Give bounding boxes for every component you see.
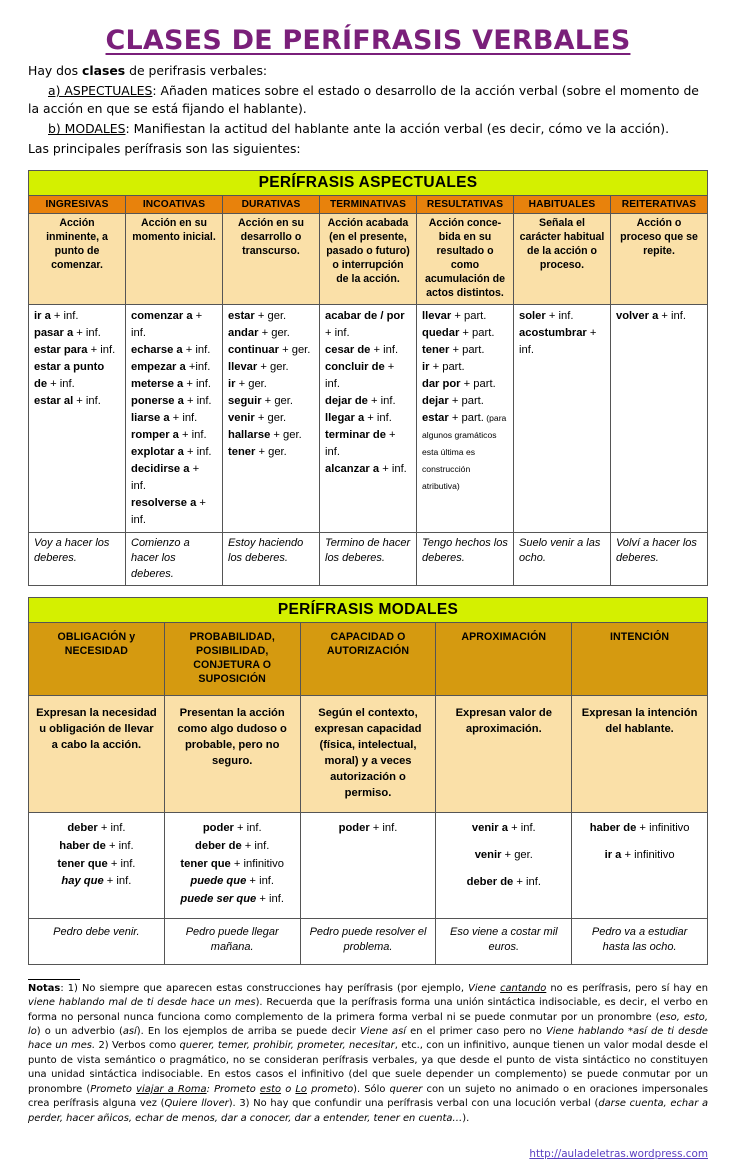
verb-form-head: andar — [228, 326, 259, 339]
column-description-resultativas: Acción conce-bida en su resultado o como acumulación de actos distintos. — [417, 213, 514, 304]
column-forms-reiterativas — [611, 304, 708, 532]
notes-fragment: eso, esto, lo — [28, 1011, 708, 1037]
column-description-durativas: Acción en su desarrollo o transcurso. — [223, 213, 320, 304]
notes-fragment: no es perífrasis, pero sí hay en — [546, 982, 708, 994]
column-example-probabilidad-posibilidad-conjetura-o-suposicion: Pedro puede llegar mañana. — [164, 918, 300, 964]
column-example-incoativas: Comienzo a hacer los deberes. — [126, 532, 223, 585]
notes-fragment: viene hablando mal de ti desde hace un mes — [28, 997, 256, 1009]
verb-form — [34, 838, 159, 856]
verb-form-head: hay que — [61, 875, 104, 888]
notes-fragment: viajar a Roma — [136, 1083, 207, 1095]
verb-form-complement: + inf. — [233, 822, 262, 835]
column-header-resultativas: RESULTATIVAS — [417, 195, 514, 213]
verb-form — [306, 820, 431, 838]
verb-form — [131, 495, 217, 529]
verb-form — [228, 342, 314, 359]
verb-form — [131, 427, 217, 444]
table-forms-row — [29, 813, 708, 918]
verb-form-head: quedar — [422, 326, 460, 339]
verb-form — [325, 461, 411, 478]
verb-form — [34, 308, 120, 325]
verb-form-complement: + part. — [448, 411, 484, 424]
verb-form-complement: +inf. — [185, 360, 211, 373]
verb-form-head: pasar a — [34, 326, 74, 339]
verb-form-head: tener que — [180, 857, 231, 870]
notes-fragment: ). Sólo — [353, 1083, 390, 1095]
verb-form-head: ir — [422, 360, 430, 373]
verb-form-complement: + inf. — [131, 309, 203, 339]
notes-fragment: , etc., con un infinitivo, aunque tienen un valor modal desde el punto de vista semántico o pragmático, no se consideran perífrasis verbales, ya que desde el punto de vista sintáctico no constituyen una unidad sintáctica indisociable. En estos casos el infinitivo (del que suele depender un complemento) se puede conmutar por un pronombre ( — [28, 1040, 708, 1095]
column-description-reiterativas: Acción o proceso que se repite. — [611, 213, 708, 304]
verb-form — [519, 325, 605, 359]
spacer — [577, 838, 702, 847]
verb-form — [34, 820, 159, 838]
notes-fragment: darse cuenta, echar a perder, hacer añicos, echar de menos, dar a conocer, dar a entender, tener en cuenta… — [28, 1098, 708, 1124]
intro-label-aspectuales: a) ASPECTUALES — [48, 82, 153, 98]
verb-form-head: llevar — [422, 309, 452, 322]
verb-form — [34, 856, 159, 874]
column-example-ingresivas: Voy a hacer los deberes. — [29, 532, 126, 585]
verb-form-complement: + inf. — [131, 462, 200, 492]
verb-form-head: concluir de — [325, 360, 385, 373]
column-forms-durativas — [223, 304, 320, 532]
column-example-intencion: Pedro va a estudiar hasta las ocho. — [572, 918, 708, 964]
verb-form — [422, 376, 508, 393]
verb-form-head: resolverse a — [131, 496, 197, 509]
verb-form-head: echarse a — [131, 343, 183, 356]
verb-form — [131, 444, 217, 461]
verb-form-complement: + ger. — [257, 360, 289, 373]
verb-form-head: comenzar a — [131, 309, 193, 322]
notes-fragment: ) o un adverbio ( — [36, 1025, 123, 1037]
verb-form-head: empezar a — [131, 360, 186, 373]
verb-form-complement: + inf. — [367, 394, 396, 407]
verb-form-complement: + inf. — [183, 377, 211, 390]
verb-form-complement: + inf. — [107, 857, 136, 870]
verb-form — [170, 838, 295, 856]
column-example-resultativas: Tengo hechos los deberes. — [417, 532, 514, 585]
verb-form — [325, 427, 411, 461]
notes-fragment: querer, temer, prohibir, prometer, necesitar — [179, 1040, 395, 1052]
intro-line-1-bold: clases — [82, 62, 126, 78]
notes-fragment: querer — [389, 1083, 423, 1095]
verb-form-head: poder — [338, 822, 370, 835]
notes-fragment: Viene — [468, 982, 501, 994]
notes-fragment: en el primer caso pero no — [406, 1025, 546, 1037]
column-example-aproximacion: Eso viene a costar mil euros. — [436, 918, 572, 964]
verb-form-head: acostumbrar — [519, 326, 587, 339]
table-band-row — [29, 598, 708, 623]
verb-form-complement: + inf. — [183, 394, 212, 407]
verb-form-complement: + inf. — [178, 428, 207, 441]
verb-form-head: acabar de / por — [325, 309, 405, 322]
verb-form-complement: + inf. — [325, 428, 396, 458]
verb-form — [228, 308, 314, 325]
notes-fragment: con un sujeto no animado o en oraciones impersonales crea perífrasis alguna vez ( — [28, 1083, 708, 1110]
verb-form — [131, 376, 217, 393]
notes-fragment: : Prometo — [206, 1083, 260, 1095]
verb-form — [422, 325, 508, 342]
verb-form-head: ir a — [604, 849, 622, 862]
verb-form — [422, 410, 508, 495]
verb-form-head: ir a — [34, 309, 51, 322]
verb-form — [34, 393, 120, 410]
verb-form-head: estar para — [34, 343, 88, 356]
notes-fragment: prometo — [306, 1083, 354, 1095]
table-examples-row — [29, 918, 708, 964]
verb-form-head: deber — [67, 822, 98, 835]
spacer — [441, 838, 566, 847]
verb-form — [131, 308, 217, 342]
table-header-row — [29, 623, 708, 696]
spacer — [441, 865, 566, 874]
verb-form — [441, 847, 566, 865]
column-forms-ingresivas — [29, 304, 126, 532]
verb-form-head: dejar — [422, 394, 449, 407]
column-example-terminativas: Termino de hacer los deberes. — [320, 532, 417, 585]
intro-line-4: Las principales perífrasis son las siguientes: — [28, 141, 301, 157]
notes-fragment: ). Recuerda que la perífrasis forma una unión sintáctica indisociable, es decir, el verbo en forma no personal nunca funciona como complemento de la primera forma verbal ni se puede conmutar por un pronombre ( — [28, 997, 708, 1023]
column-forms-habituales — [514, 304, 611, 532]
verb-form-complement: + part. — [460, 377, 496, 390]
column-example-capacidad-o-autorizacion: Pedro puede resolver el problema. — [300, 918, 436, 964]
table-perifrasis-aspectuales — [28, 170, 708, 586]
verb-form — [34, 325, 120, 342]
column-header-intencion: INTENCIÓN — [572, 623, 708, 696]
verb-form-head: ponerse a — [131, 394, 184, 407]
verb-form-head: hallarse — [228, 428, 271, 441]
verb-form-complement: + inf. — [50, 309, 79, 322]
intro-text-modales: : Manifiestan la actitud del hablante ante la acción verbal (es decir, cómo ve la acción). — [125, 121, 670, 137]
verb-form-head: explotar a — [131, 445, 184, 458]
column-example-habituales: Suelo venir a las ocho. — [514, 532, 611, 585]
column-forms-obligacion-y-necesidad — [29, 813, 165, 918]
verb-form-complement: + inf. — [73, 394, 101, 407]
intro-label-modales: b) MODALES — [48, 121, 126, 137]
verb-form-complement: + part. — [459, 326, 495, 339]
intro-line-1-a: Hay dos — [28, 62, 83, 78]
verb-form-head: soler — [519, 309, 546, 322]
verb-form-complement: + inf. — [507, 822, 536, 835]
notes-fragment: Viene hablando *así de ti desde hace un mes. — [28, 1025, 708, 1052]
verb-form-complement: + inf. — [87, 343, 116, 356]
verb-form — [228, 393, 314, 410]
verb-form — [577, 820, 702, 838]
verb-form-head: llevar — [228, 360, 258, 373]
verb-form-complement: + ger. — [270, 428, 302, 441]
notes-fragment: ). En los ejemplos de arriba se puede decir — [136, 1025, 361, 1037]
notes-fragment: 2) Verbos como — [95, 1040, 180, 1052]
source-link-container — [28, 1148, 708, 1160]
verb-form-head: poder — [202, 822, 234, 835]
verb-form-complement: + ger. — [254, 411, 287, 424]
verb-form — [228, 410, 314, 427]
intro-line-3 — [28, 120, 708, 139]
verb-form — [228, 359, 314, 376]
column-header-capacidad-o-autorizacion: CAPACIDAD O AUTORIZACIÓN — [300, 623, 436, 696]
verb-form — [325, 308, 411, 342]
verb-form-complement: + inf. — [73, 326, 101, 339]
notes-text — [28, 982, 708, 1127]
verb-form-head: venir — [474, 849, 502, 862]
verb-form — [170, 891, 295, 909]
verb-form-head: puede ser que — [180, 893, 257, 906]
verb-form — [325, 393, 411, 410]
column-description-probabilidad-posibilidad-conjetura-o-suposicion: Presentan la acción como algo dudoso o probable, pero no seguro. — [164, 695, 300, 812]
verb-form — [616, 308, 702, 325]
verb-form-complement: + inf. — [325, 360, 395, 390]
verb-form-complement: + inf. — [241, 840, 270, 853]
column-description-ingresivas: Acción inminente, a punto de comenzar. — [29, 213, 126, 304]
verb-form-complement: + inf. — [169, 411, 198, 424]
verb-form-head: romper a — [131, 428, 179, 441]
notes-fragment: Prometo — [90, 1083, 137, 1095]
verb-form-head: haber de — [589, 822, 637, 835]
verb-form-head: deber de — [195, 840, 242, 853]
verb-form-head: estar al — [34, 394, 74, 407]
verb-form — [34, 359, 120, 393]
verb-form — [131, 342, 217, 359]
page-title: CLASES DE PERÍFRASIS VERBALES — [105, 25, 631, 56]
verb-form-complement: + infinitivo — [621, 849, 675, 862]
intro-section — [28, 62, 708, 159]
verb-form — [325, 342, 411, 359]
column-forms-capacidad-o-autorizacion — [300, 813, 436, 918]
column-example-reiterativas: Volví a hacer los deberes. — [611, 532, 708, 585]
table-band-modales: PERÍFRASIS MODALES — [29, 598, 708, 623]
verb-form-head: dar por — [422, 377, 461, 390]
verb-form-head: continuar — [228, 343, 279, 356]
notes-fragment: ). — [462, 1112, 470, 1124]
verb-form-complement: + inf. — [513, 875, 541, 888]
verb-form-complement: + ger. — [235, 377, 267, 390]
verb-form — [422, 359, 508, 376]
verb-form — [519, 308, 605, 325]
column-header-obligacion-y-necesidad: OBLIGACIÓN y NECESIDAD — [29, 623, 165, 696]
column-header-habituales: HABITUALES — [514, 195, 611, 213]
verb-form — [441, 874, 566, 892]
verb-form-complement: + inf. — [105, 840, 134, 853]
verb-form-head: venir a — [471, 822, 508, 835]
verb-form-note: (para algunos gramáticos esta última es construcción atributiva) — [422, 412, 507, 491]
column-description-intencion: Expresan la intención del hablante. — [572, 695, 708, 812]
table-forms-row — [29, 304, 708, 532]
verb-form-complement: + ger. — [261, 394, 293, 407]
column-description-capacidad-o-autorizacion: Según el contexto, expresan capacidad (física, intelectual, moral) y a veces autorización o permiso. — [300, 695, 436, 812]
verb-form-head: volver a — [616, 309, 659, 322]
verb-form-head: cesar de — [325, 343, 371, 356]
verb-form-complement: + inf. — [325, 326, 350, 339]
column-description-habituales: Señala el carácter habitual de la acción o proceso. — [514, 213, 611, 304]
verb-form — [131, 461, 217, 495]
column-header-durativas: DURATIVAS — [223, 195, 320, 213]
column-forms-incoativas — [126, 304, 223, 532]
verb-form-complement: + ger. — [258, 326, 290, 339]
verb-form — [228, 427, 314, 444]
verb-form-head: ir — [228, 377, 236, 390]
notes-fragment: : 1) No siempre que aparecen estas construcciones hay perífrasis (por ejemplo, — [60, 982, 469, 994]
verb-form-complement: + part. — [449, 343, 485, 356]
verb-form-complement: + inf. — [103, 875, 132, 888]
verb-form-complement: + inf. — [370, 343, 399, 356]
column-forms-aproximacion — [436, 813, 572, 918]
verb-form — [170, 856, 295, 874]
table-description-row — [29, 213, 708, 304]
verb-form-head: tener — [228, 445, 256, 458]
table-band-row — [29, 170, 708, 195]
notes-fragment: Lo — [295, 1083, 307, 1095]
column-example-durativas: Estoy haciendo los deberes. — [223, 532, 320, 585]
verb-form-complement: + inf. — [246, 875, 275, 888]
intro-line-1-c: de perifrasis verbales: — [125, 62, 268, 78]
column-header-terminativas: TERMINATIVAS — [320, 195, 417, 213]
intro-text-aspectuales: : Añaden matices sobre el estado o desarrollo de la acción verbal (sobre el momento de la acción en que se está fijando el hablante). — [28, 82, 699, 117]
verb-form-head: alcanzar a — [325, 462, 380, 475]
verb-form-head: terminar de — [325, 428, 386, 441]
verb-form-complement: + ger. — [254, 309, 287, 322]
verb-form-complement: + inf. — [183, 445, 212, 458]
verb-form-complement: + part. — [429, 360, 465, 373]
verb-form-head: deber de — [466, 875, 514, 888]
verb-form — [422, 342, 508, 359]
notes-fragment: Quiere llover — [164, 1098, 229, 1110]
verb-form-head: llegar a — [325, 411, 365, 424]
table-description-row — [29, 695, 708, 812]
verb-form-complement: + infinitivo — [230, 857, 284, 870]
verb-form-complement: + inf. — [182, 343, 211, 356]
column-header-ingresivas: INGRESIVAS — [29, 195, 126, 213]
notes-fragment: Notas — [28, 982, 61, 994]
column-forms-terminativas — [320, 304, 417, 532]
source-link[interactable]: http://auladeletras.wordpress.com — [529, 1148, 708, 1160]
notes-fragment: Viene así — [360, 1025, 407, 1037]
column-description-terminativas: Acción acabada (en el presente, pasado o futuro) o interrupción de la acción. — [320, 213, 417, 304]
column-example-obligacion-y-necesidad: Pedro debe venir. — [29, 918, 165, 964]
column-forms-resultativas — [417, 304, 514, 532]
verb-form-complement: + inf. — [364, 411, 392, 424]
verb-form-head: estar — [422, 411, 449, 424]
verb-form — [170, 873, 295, 891]
notes-divider — [28, 979, 80, 980]
verb-form-complement: + part. — [451, 309, 487, 322]
verb-form-complement: + inf. — [379, 462, 407, 475]
verb-form-complement: + inf. — [658, 309, 686, 322]
notes-fragment: esto — [259, 1083, 282, 1095]
verb-form — [422, 308, 508, 325]
verb-form — [325, 410, 411, 427]
column-forms-intencion — [572, 813, 708, 918]
verb-form — [228, 376, 314, 393]
verb-form-complement: + inf. — [97, 822, 126, 835]
notes-fragment: así — [122, 1025, 137, 1037]
column-header-aproximacion: APROXIMACIÓN — [436, 623, 572, 696]
column-description-incoativas: Acción en su momento inicial. — [126, 213, 223, 304]
verb-form — [422, 393, 508, 410]
table-header-row — [29, 195, 708, 213]
column-header-incoativas: INCOATIVAS — [126, 195, 223, 213]
verb-form — [34, 873, 159, 891]
verb-form — [34, 342, 120, 359]
verb-form-head: tener — [422, 343, 450, 356]
verb-form-complement: + inf. — [369, 822, 398, 835]
verb-form-complement: + part. — [448, 394, 484, 407]
verb-form-head: dejar de — [325, 394, 368, 407]
verb-form — [577, 847, 702, 865]
verb-form-head: meterse a — [131, 377, 184, 390]
verb-form-complement: + ger. — [501, 849, 533, 862]
verb-form-head: haber de — [59, 840, 106, 853]
verb-form-complement: + infinitivo — [636, 822, 690, 835]
intro-line-1 — [28, 62, 708, 81]
table-perifrasis-modales — [28, 597, 708, 965]
verb-form-complement: + ger. — [278, 343, 311, 356]
column-header-probabilidad-posibilidad-conjetura-o-suposicion: PROBABILIDAD, POSIBILIDAD, CONJETURA O SUPOSICIÓN — [164, 623, 300, 696]
column-header-reiterativas: REITERATIVAS — [611, 195, 708, 213]
verb-form — [228, 444, 314, 461]
verb-form — [325, 359, 411, 393]
verb-form — [131, 359, 217, 376]
table-examples-row — [29, 532, 708, 585]
intro-line-2 — [28, 82, 708, 120]
verb-form — [170, 820, 295, 838]
verb-form-complement: + inf. — [131, 496, 206, 526]
verb-form-head: liarse a — [131, 411, 170, 424]
verb-form-head: seguir — [228, 394, 262, 407]
verb-form-head: estar — [228, 309, 255, 322]
verb-form — [131, 410, 217, 427]
verb-form — [228, 325, 314, 342]
column-description-obligacion-y-necesidad: Expresan la necesidad u obligación de llevar a cabo la acción. — [29, 695, 165, 812]
notes-fragment: cantando — [500, 982, 547, 994]
notes-section — [28, 979, 708, 1160]
verb-form-complement: + inf. — [519, 326, 597, 356]
verb-form-head: decidirse a — [131, 462, 190, 475]
verb-form — [131, 393, 217, 410]
verb-form — [441, 820, 566, 838]
verb-form-head: venir — [228, 411, 255, 424]
verb-form-head: puede que — [190, 875, 247, 888]
verb-form-complement: + inf. — [47, 377, 75, 390]
verb-form-complement: + inf. — [545, 309, 574, 322]
verb-form-head: estar a punto de — [34, 360, 105, 390]
table-band-aspectuales: PERÍFRASIS ASPECTUALES — [29, 170, 708, 195]
verb-form-head: tener que — [57, 857, 108, 870]
notes-fragment: o — [281, 1083, 296, 1095]
column-description-aproximacion: Expresan valor de aproximación. — [436, 695, 572, 812]
column-forms-probabilidad-posibilidad-conjetura-o-suposicion — [164, 813, 300, 918]
verb-form-complement: + ger. — [255, 445, 287, 458]
notes-fragment: ). 3) No hay que confundir una perífrasis verbal con una locución verbal ( — [228, 1098, 599, 1110]
verb-form-complement: + inf. — [256, 893, 284, 906]
